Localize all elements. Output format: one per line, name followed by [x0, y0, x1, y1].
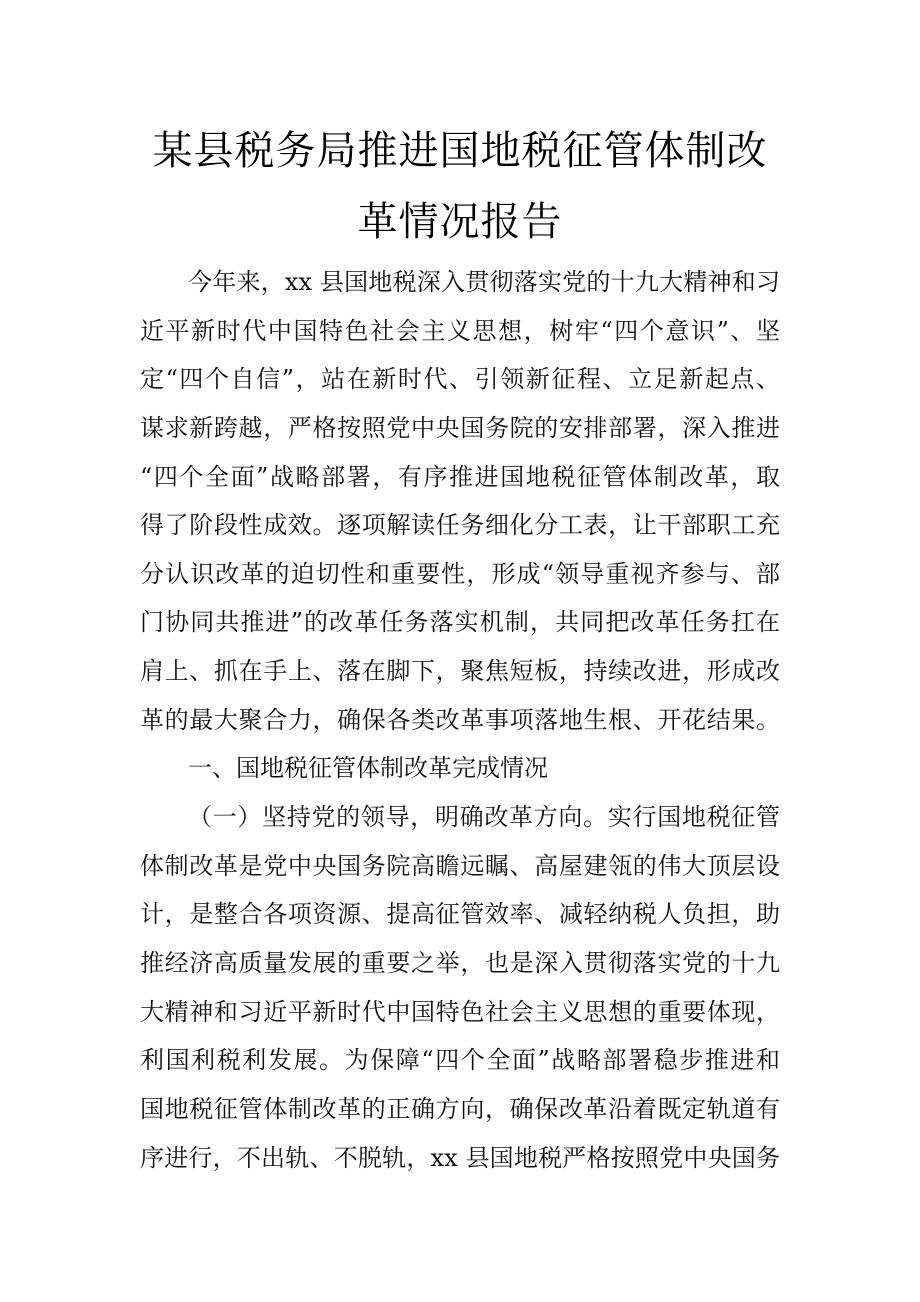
text-line: 革的最大聚合力，确保各类改革事项落地生根、开花结果。: [140, 705, 780, 734]
text-line: 门协同共推进”的改革任务落实机制，共同把改革任务扛在: [140, 608, 780, 637]
text-line: （一）坚持党的领导，明确改革方向。实行国地税征管: [188, 803, 780, 832]
text-line: 今年来，xx 县国地税深入贯彻落实党的十九大精神和习: [188, 268, 780, 296]
paragraph-section-1: [140, 793, 780, 1182]
text-line: 定“四个自信”，站在新时代、引领新征程、立足新起点、: [140, 365, 780, 394]
text-line: 计，是整合各项资源、提高征管效率、减轻纳税人负担，助: [140, 900, 780, 929]
paragraph-intro: [140, 258, 780, 744]
text-line: “四个全面”战略部署，有序推进国地税征管体制改革，取: [140, 462, 780, 491]
text-line: 分认识改革的迫切性和重要性，形成“领导重视齐参与、部: [140, 559, 780, 588]
document-title-line-2: 革情况报告: [357, 199, 563, 245]
text-line: 大精神和习近平新时代中国特色社会主义思想的重要体现，: [140, 997, 780, 1026]
section-heading: [140, 744, 780, 793]
text-line: 推经济高质量发展的重要之举，也是深入贯彻落实党的十九: [140, 948, 780, 977]
document-body: [140, 258, 780, 1182]
text-line: 肩上、抓在手上、落在脚下，聚焦短板，持续改进，形成改: [140, 657, 780, 686]
text-line: 谋求新跨越，严格按照党中央国务院的安排部署，深入推进: [140, 413, 780, 442]
text-line: 近平新时代中国特色社会主义思想，树牢“四个意识”、坚: [140, 316, 780, 345]
document-title-line-1: 某县税务局推进国地税征管体制改: [152, 128, 768, 174]
text-line: 得了阶段性成效。逐项解读任务细化分工表，让干部职工充: [140, 511, 780, 540]
section-heading-text: 一、国地税征管体制改革完成情况: [188, 754, 548, 783]
text-line: 体制改革是党中央国务院高瞻远瞩、高屋建瓴的伟大顶层设: [140, 851, 780, 880]
text-line: 利国利税利发展。为保障“四个全面”战略部署稳步推进和: [140, 1046, 780, 1075]
text-line: 序进行，不出轨、不脱轨，xx 县国地税严格按照党中央国务: [140, 1143, 780, 1172]
text-line: 国地税征管体制改革的正确方向，确保改革沿着既定轨道有: [140, 1094, 780, 1123]
